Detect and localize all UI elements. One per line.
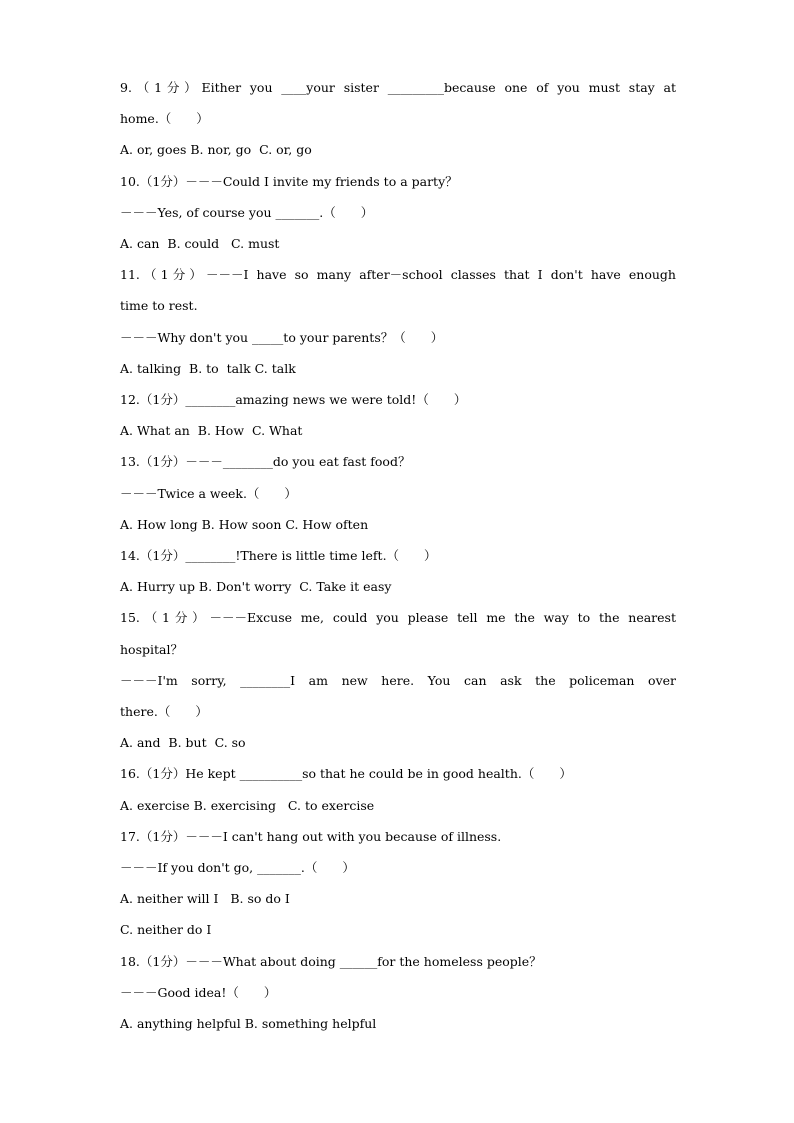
text-line: －－－Yes, of course you _______.（ ） xyxy=(120,204,374,220)
text-line: －－－Good idea!（ ） xyxy=(120,984,277,1000)
text-line: 16.（1分）He kept __________so that he could be in good health.（ ） xyxy=(120,766,572,782)
text-line: A. exercise B. exercising C. to exercise xyxy=(120,797,375,813)
text-line: 18.（1分）－－－What about doing ______for the homeless people？ xyxy=(120,953,542,969)
text-line: A. or, goes B. nor, go C. or, go xyxy=(120,142,312,158)
text-line: A. talking B. to talk C. talk xyxy=(120,360,296,376)
text-line: 17.（1分）－－－I can't hang out with you because of illness. xyxy=(120,828,502,844)
text-line: there.（ ） xyxy=(120,704,208,719)
text-line: －－－Twice a week.（ ） xyxy=(120,485,297,501)
text-line: A. anything helpful B. something helpful xyxy=(120,1016,377,1031)
text-line: －－－If you don't go, _______.（ ） xyxy=(120,860,355,875)
text-line: A. neither will I B. so do I xyxy=(120,891,290,907)
text-line: A. How long B. How soon C. How often xyxy=(120,516,369,532)
text-line: A. can B. could C. must xyxy=(120,236,280,251)
text-line: －－－Why don't you _____to your parents？（ ） xyxy=(120,329,444,345)
text-line: home.（ ） xyxy=(120,111,209,127)
text-line: 13.（1分）－－－________do you eat fast food？ xyxy=(120,454,411,470)
text-line: C. neither do I xyxy=(120,922,212,938)
text-line: 12.（1分）________amazing news we were told!（ ） xyxy=(120,392,467,407)
text-line: hospital？ xyxy=(120,641,183,657)
text-line: time to rest. xyxy=(120,298,198,314)
text-line: 15.（1分）－－－Excuse me, could you please tell me the way to the nearest xyxy=(120,610,676,626)
text-line: 14.（1分）________!There is little time left.（ ） xyxy=(120,548,437,563)
text-line: 9.（1分）Either you ____your sister _________because one of you must stay at xyxy=(120,80,676,95)
text-line: A. What an B. How C. What xyxy=(120,423,303,439)
text-line: 11.（1分）－－－I have so many after－school classes that I don't have enough xyxy=(120,267,676,283)
text-line: 10.（1分）－－－Could I invite my friends to a party？ xyxy=(120,173,458,189)
text-line: －－－I'm sorry, ________I am new here. You can ask the policeman over xyxy=(120,672,676,688)
text-line: A. and B. but C. so xyxy=(120,735,246,751)
text-line: A. Hurry up B. Don't worry C. Take it easy xyxy=(120,579,392,595)
